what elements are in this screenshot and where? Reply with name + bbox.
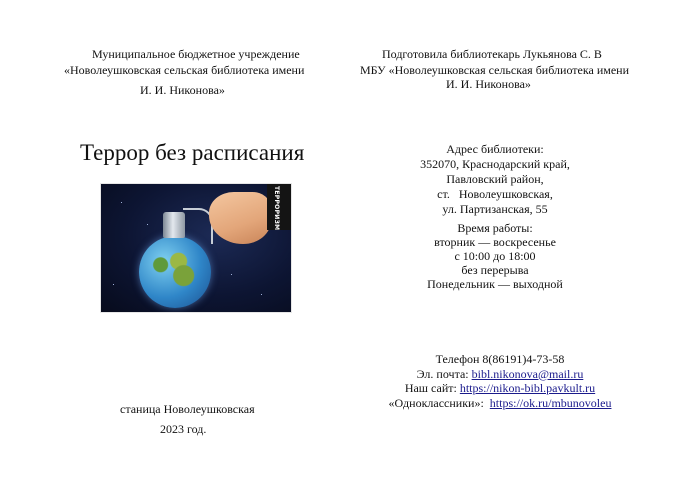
hours-label: Время работы: bbox=[457, 221, 533, 235]
email-row bbox=[360, 367, 640, 382]
site-label: Наш сайт: bbox=[404, 381, 460, 395]
publication-year: 2023 год. bbox=[160, 422, 207, 436]
address-line-4: ул. Партизанская, 55 bbox=[442, 202, 548, 216]
star-icon bbox=[147, 224, 148, 225]
site-row bbox=[360, 381, 640, 396]
globe-icon bbox=[139, 236, 211, 308]
star-icon bbox=[261, 294, 262, 295]
address-line-1: 352070, Краснодарский край, bbox=[420, 157, 570, 171]
star-icon bbox=[121, 202, 122, 203]
brochure-right-page bbox=[350, 0, 700, 495]
organization-line-2: «Новолеушковская сельская библиотека имени bbox=[64, 63, 305, 77]
organization-line-1: Муниципальное бюджетное учреждение bbox=[92, 47, 300, 61]
grenade-cap-icon bbox=[163, 212, 185, 238]
odnoklassniki-label: «Одноклассники»: bbox=[388, 395, 490, 410]
email-link[interactable]: bibl.nikonova@mail.ru bbox=[471, 366, 584, 381]
odnoklassniki-row bbox=[360, 396, 640, 411]
odnoklassniki-link[interactable]: https://ok.ru/mbunovoleu bbox=[489, 395, 612, 410]
prepared-by-line-3: И. И. Никонова» bbox=[446, 77, 531, 91]
brochure-title: Террор без расписания bbox=[80, 140, 305, 165]
hours-break: без перерыва bbox=[461, 263, 529, 277]
terrorism-illustration bbox=[100, 183, 292, 313]
prepared-by-line-2: МБУ «Новолеушковская сельская библиотека имени bbox=[360, 63, 630, 77]
email-label: Эл. почта: bbox=[416, 366, 472, 381]
hand-icon bbox=[209, 192, 271, 244]
place-name: станица Новолеушковская bbox=[120, 402, 255, 416]
sleeve-label: ТЕРРОРИЗМ bbox=[273, 186, 280, 231]
star-icon bbox=[231, 274, 232, 275]
address-label: Адрес библиотеки: bbox=[446, 142, 544, 156]
address-line-3: ст. Новолеушковская, bbox=[437, 187, 553, 201]
working-hours bbox=[370, 221, 620, 291]
hours-days: вторник — воскресенье bbox=[434, 235, 556, 249]
prepared-by-line-1: Подготовила библиотекарь Лукьянова С. В bbox=[382, 47, 602, 61]
library-address bbox=[370, 142, 620, 217]
site-link[interactable]: https://nikon-bibl.pavkult.ru bbox=[459, 381, 596, 395]
star-icon bbox=[113, 284, 114, 285]
organization-line-3: И. И. Никонова» bbox=[140, 83, 225, 97]
phone: Телефон 8(86191)4-73-58 bbox=[435, 352, 565, 366]
address-line-2: Павловский район, bbox=[446, 172, 544, 186]
hours-time: с 10:00 до 18:00 bbox=[454, 249, 536, 263]
contacts bbox=[360, 352, 640, 410]
hours-day-off: Понедельник — выходной bbox=[427, 277, 563, 291]
